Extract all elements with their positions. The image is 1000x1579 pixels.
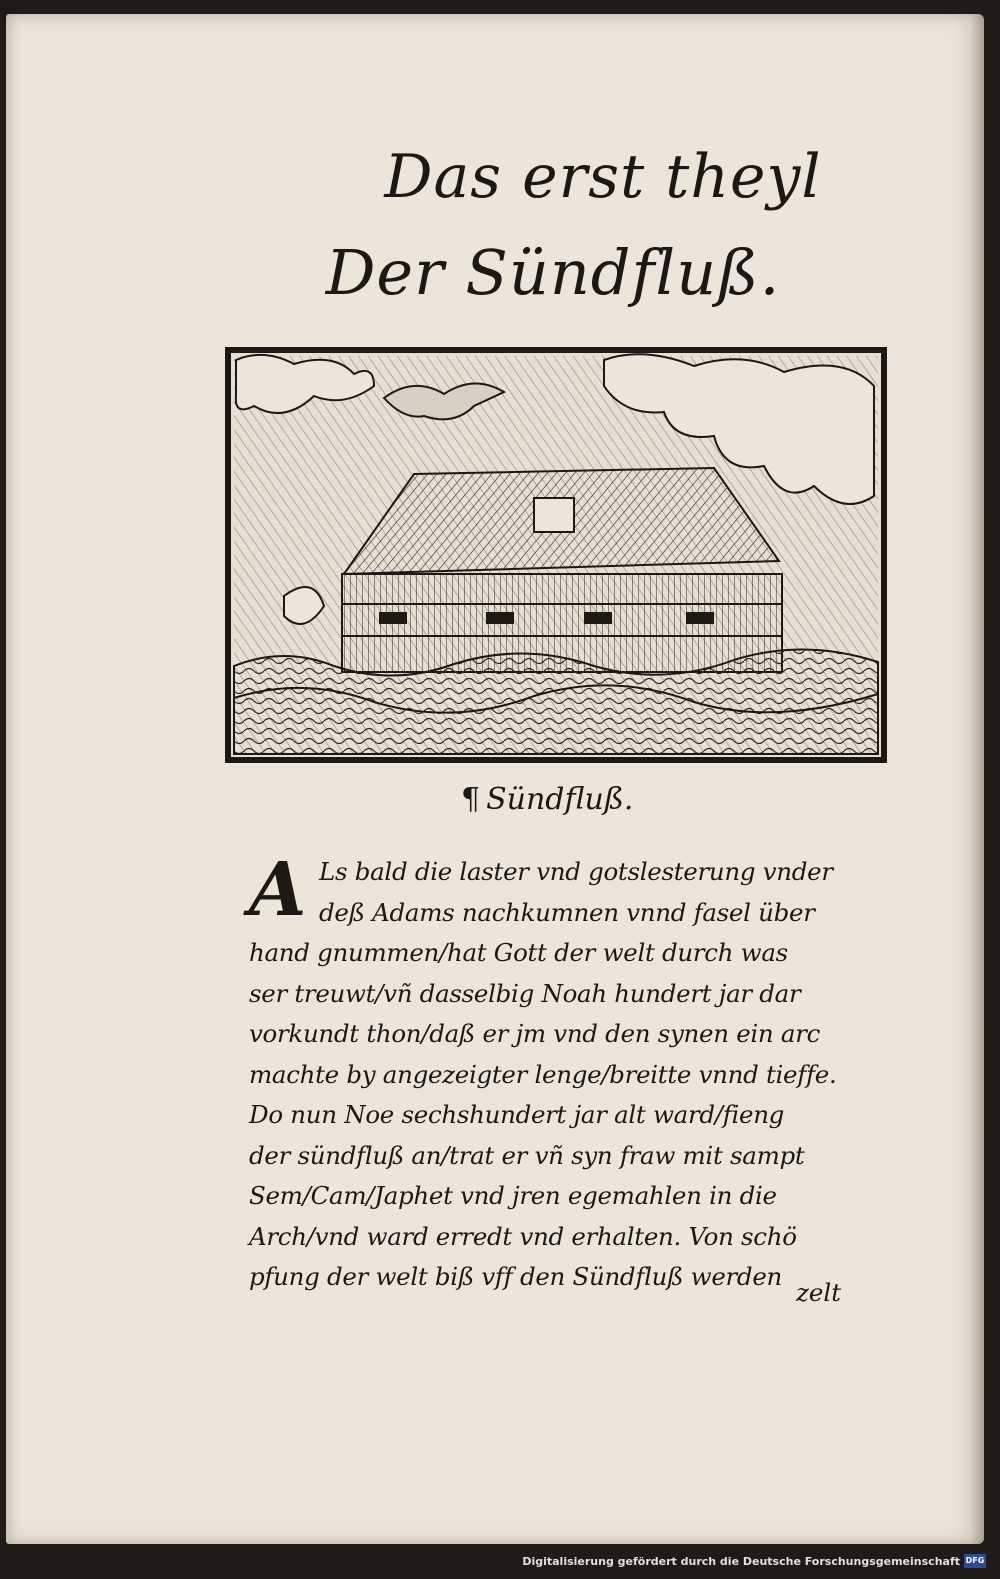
text-line: hand gnummen/hat Gott der welt durch was — [249, 938, 788, 967]
book-page — [6, 14, 984, 1544]
section-title: Der Sündfluß. — [325, 236, 781, 309]
digitization-credit: Digitalisierung gefördert durch die Deutsche Forschungsgemeinschaft — [522, 1555, 960, 1568]
catchword: zelt — [796, 1278, 842, 1307]
caption-text: Sündfluß. — [486, 782, 634, 817]
page-heading: Das erst theyl — [384, 142, 822, 212]
text-line: vorkundt thon/daß er jm vnd den synen ein arc — [249, 1019, 821, 1048]
pilcrow-mark: ¶ — [461, 782, 481, 817]
text-line: Do nun Noe sechshundert jar alt ward/fieng — [249, 1100, 785, 1129]
dfg-logo: DFG — [964, 1554, 986, 1568]
text-line: Sem/Cam/Japhet vnd jren egemahlen in die — [249, 1181, 777, 1210]
text-line: der sündfluß an/trat er vñ syn fraw mit sampt — [249, 1140, 805, 1170]
text-line: machte by angezeigter lenge/breitte vnnd tieffe. — [249, 1059, 837, 1089]
text-line: deß Adams nachkumnen vnnd fasel über — [319, 897, 815, 927]
text-line: ser treuwt/vñ dasselbig Noah hundert jar dar — [249, 978, 801, 1008]
illustration-caption — [461, 782, 633, 817]
text-line: Ls bald die laster vnd gotslesterung vnder — [319, 857, 833, 886]
drop-capital: A — [249, 847, 307, 933]
text-line: pfung der welt biß vff den Sündfluß werden — [249, 1262, 782, 1291]
body-text — [249, 847, 859, 1298]
text-line: Arch/vnd ward erredt vnd erhalten. Von schö — [249, 1221, 797, 1251]
woodcut-illustration — [224, 346, 888, 764]
